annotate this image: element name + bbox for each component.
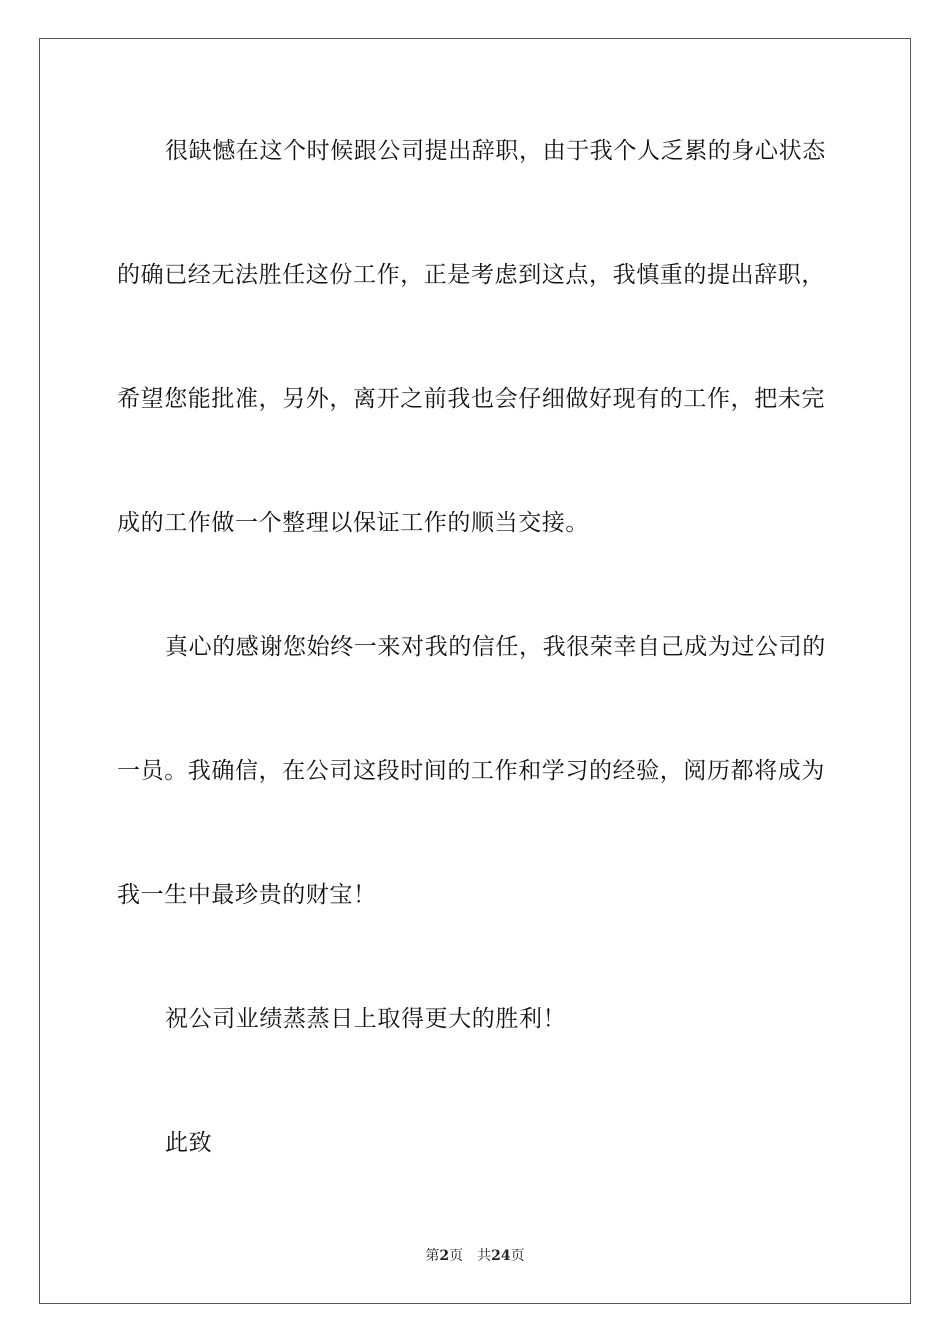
salutation: 此致 <box>165 1130 213 1156</box>
page-suffix: 页 <box>449 1248 464 1264</box>
page-prefix: 第 <box>425 1248 440 1264</box>
paragraph-1-line-1: 很缺憾在这个时候跟公司提出辞职，由于我个人乏累的身心状态 <box>165 138 826 164</box>
total-suffix: 页 <box>510 1248 525 1264</box>
page-footer <box>0 1247 950 1265</box>
paragraph-2-line-3: 我一生中最珍贵的财宝！ <box>117 882 377 908</box>
closing-wish: 祝公司业绩蒸蒸日上取得更大的胜利！ <box>165 1006 567 1032</box>
paragraph-1-line-2: 的确已经无法胜任这份工作，正是考虑到这点，我慎重的提出辞职， <box>117 262 825 288</box>
paragraph-2-line-2: 一员。我确信，在公司这段时间的工作和学习的经验，阅历都将成为 <box>117 758 825 784</box>
paragraph-1-line-4: 成的工作做一个整理以保证工作的顺当交接。 <box>117 510 589 536</box>
page-border <box>39 38 911 1304</box>
total-pages: 24 <box>491 1248 511 1264</box>
page-number: 2 <box>439 1248 450 1264</box>
paragraph-1-line-3: 希望您能批准，另外，离开之前我也会仔细做好现有的工作，把未完 <box>117 386 825 412</box>
paragraph-2-line-1: 真心的感谢您始终一来对我的信任，我很荣幸自己成为过公司的 <box>165 634 826 660</box>
total-prefix: 共 <box>477 1248 492 1264</box>
